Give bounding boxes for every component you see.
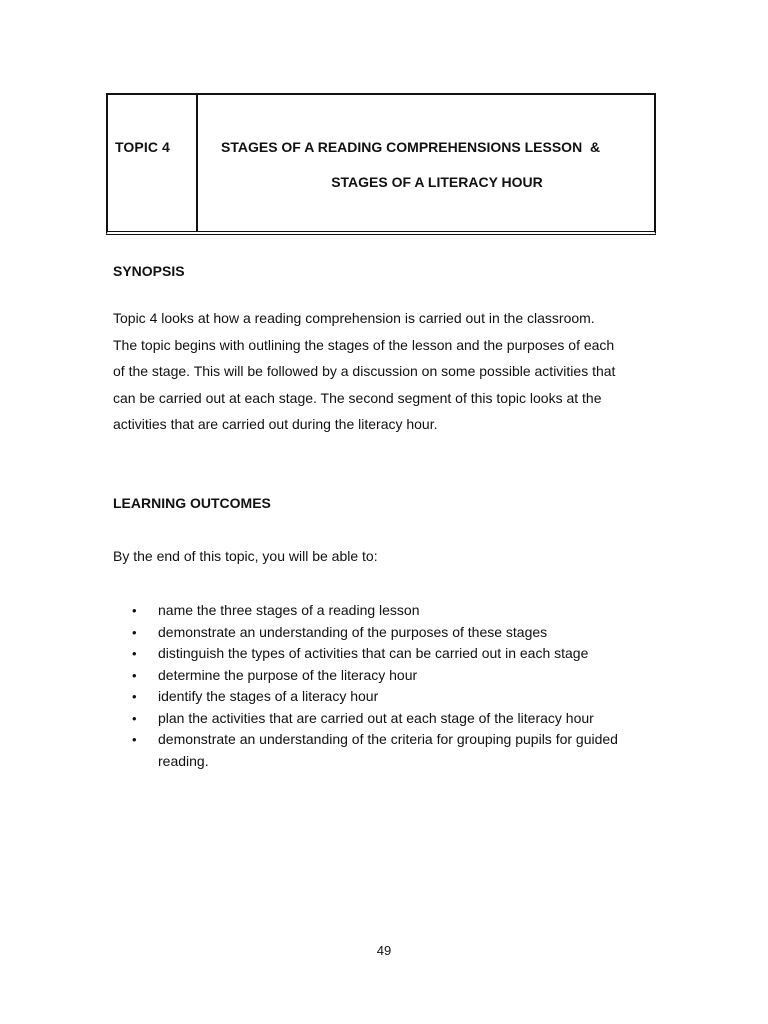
list-item — [113, 708, 653, 730]
list-item — [113, 686, 653, 708]
topic-title-line-1: STAGES OF A READING COMPREHENSIONS LESSON & — [221, 139, 601, 155]
list-item-text: name the three stages of a reading lesson — [158, 602, 420, 618]
topic-header-box — [106, 93, 656, 235]
list-item-text: demonstrate an understanding of the purposes of these stages — [158, 623, 548, 640]
bullet-icon: • — [132, 624, 137, 640]
bullet-icon: • — [132, 646, 137, 661]
list-item — [113, 643, 653, 665]
synopsis-line: Topic 4 looks at how a reading comprehension is carried out in the classroom. — [113, 310, 595, 326]
bullet-icon: • — [132, 667, 137, 683]
synopsis-line: of the stage. This will be followed by a discussion on some possible activities that — [113, 363, 616, 380]
synopsis-line: can be carried out at each stage. The second segment of this topic looks at the — [113, 389, 602, 406]
bullet-icon: • — [132, 732, 137, 747]
list-item-text: demonstrate an understanding of the criteria for grouping pupils for guided reading. — [158, 731, 618, 769]
topic-number-cell — [108, 95, 198, 231]
synopsis-line: activities that are carried out during the literacy hour. — [113, 416, 438, 433]
topic-number: TOPIC 4 — [115, 139, 170, 155]
list-item-text: plan the activities that are carried out at each stage of the literacy hour — [158, 709, 594, 726]
bullet-icon: • — [132, 689, 137, 704]
list-item — [113, 622, 653, 644]
list-item-text: identify the stages of a literacy hour — [158, 688, 379, 704]
bullet-icon: • — [132, 710, 137, 726]
learning-outcomes-intro: By the end of this topic, you will be able to: — [113, 548, 378, 564]
topic-title-line-2: STAGES OF A LITERACY HOUR — [331, 174, 543, 190]
list-item — [113, 600, 653, 622]
page-number: 49 — [376, 943, 392, 958]
list-item-text: distinguish the types of activities that can be carried out in each stage — [158, 645, 589, 661]
topic-title-cell — [198, 95, 654, 231]
synopsis-paragraph — [113, 305, 663, 438]
bullet-icon: • — [132, 603, 137, 618]
synopsis-line: The topic begins with outlining the stages of the lesson and the purposes of each — [113, 336, 615, 353]
list-item — [113, 665, 653, 687]
list-item-text: determine the purpose of the literacy hour — [158, 666, 418, 683]
synopsis-heading: SYNOPSIS — [113, 263, 185, 279]
learning-outcomes-heading: LEARNING OUTCOMES — [113, 495, 271, 511]
list-item — [113, 729, 653, 772]
learning-outcomes-list — [113, 600, 653, 772]
